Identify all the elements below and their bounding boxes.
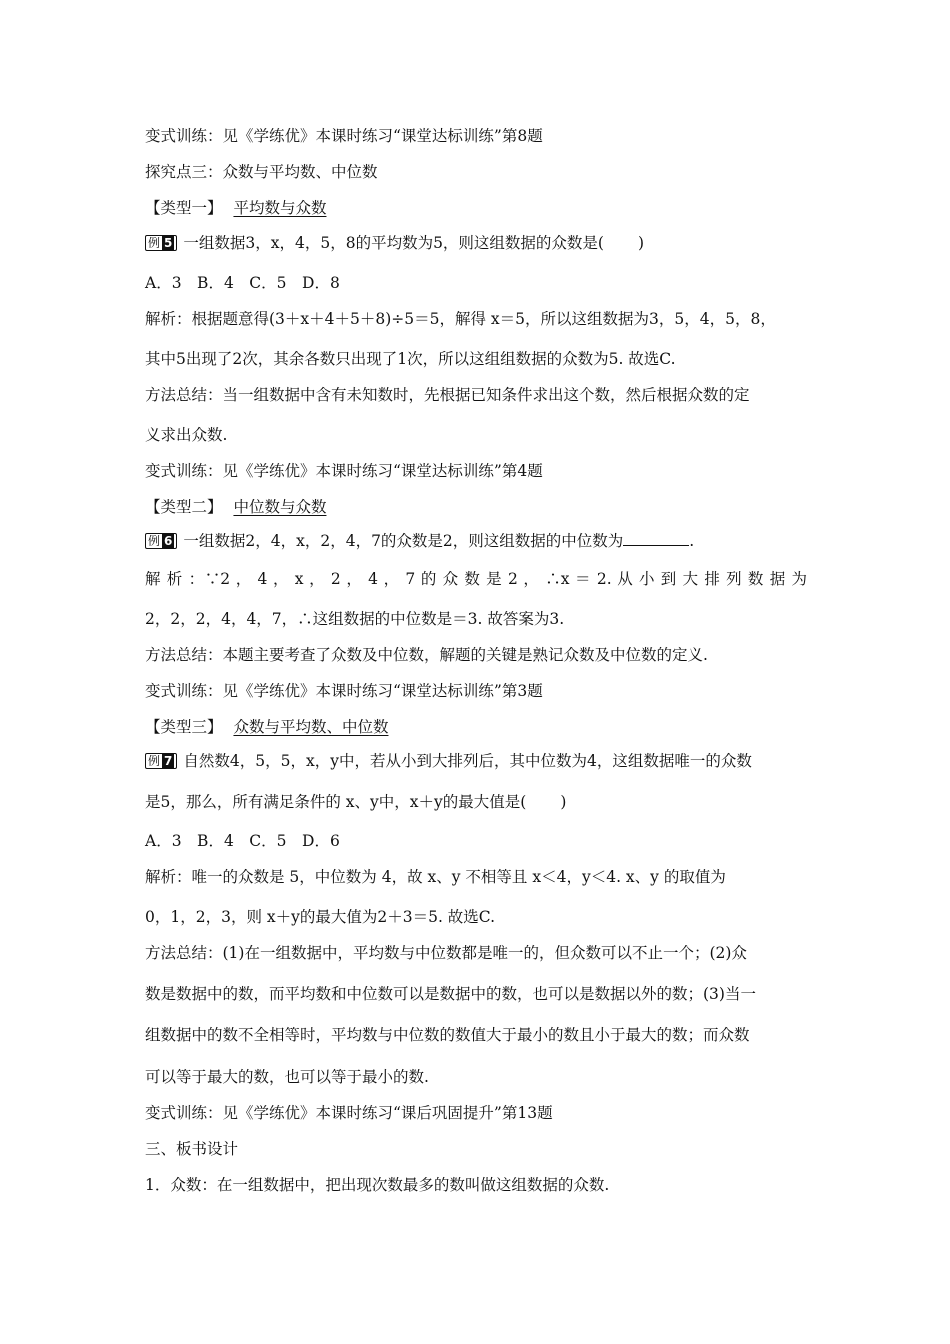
example-5-method-1: 方法总结：当一组数据中含有未知数时，先根据已知条件求出这个数，然后根据众数的定 xyxy=(145,386,750,404)
definition-item-1: 1．众数：在一组数据中，把出现次数最多的数叫做这组数据的众数. xyxy=(145,1176,610,1194)
example-6-text: 一组数据2，4，x，2，4，7的众数是2，则这组数据的中位数为 xyxy=(183,532,624,550)
example-5-options: A．3 B．4 C．5 D．8 xyxy=(145,274,340,292)
type-1-heading xyxy=(145,197,326,219)
variant-training-8: 变式训练：见《学练优》本课时练习“课堂达标训练”第8题 xyxy=(145,127,543,145)
example-7-solution-1: 解析：唯一的众数是 5，中位数为 4，故 x、y 不相等且 x＜4，y＜4. x、y 的取值为 xyxy=(145,868,726,886)
example-7-solution-2: 0，1，2，3，则 x＋y的最大值为2＋3＝5. 故选C. xyxy=(145,908,496,926)
close-paren: ) xyxy=(637,234,645,252)
exploration-point-3: 探究点三：众数与平均数、中位数 xyxy=(145,163,378,181)
example-number: 6 xyxy=(164,534,173,548)
example-number: 7 xyxy=(164,754,173,768)
example-6-method: 方法总结：本题主要考查了众数及中位数，解题的关键是熟记众数及中位数的定义. xyxy=(145,646,708,664)
example-7-method-4: 可以等于最大的数，也可以等于最小的数. xyxy=(145,1068,429,1086)
close-paren: ) xyxy=(560,793,567,811)
example-7-text-1: 自然数4，5，5，x，y中，若从小到大排列后，其中位数为4，这组数据唯一的众数 xyxy=(183,752,752,770)
variant-training-4: 变式训练：见《学练优》本课时练习“课堂达标训练”第4题 xyxy=(145,462,543,480)
answer-blank xyxy=(623,531,689,546)
example-6-question xyxy=(145,530,694,552)
example-6-solution-1: 解 析 ：∵2 ， 4 ， x ， 2 ， 4 ， 7 的 众 数 是 2 ， ∴x ＝ 2. 从 小 到 大 排 列 数 据 为 xyxy=(145,570,807,588)
example-7-text-2: 是5，那么，所有满足条件的 x、y中，x＋y的最大值是( xyxy=(145,793,527,811)
type-2-heading xyxy=(145,496,326,518)
variant-training-3: 变式训练：见《学练优》本课时练习“课堂达标训练”第3题 xyxy=(145,682,543,700)
type-3-title: 众数与平均数、中位数 xyxy=(233,718,389,736)
variant-training-13: 变式训练：见《学练优》本课时练习“课后巩固提升”第13题 xyxy=(145,1104,553,1122)
example-7-question-1 xyxy=(145,750,752,772)
type-1-title: 平均数与众数 xyxy=(233,199,327,217)
example-5-method-2: 义求出众数. xyxy=(145,426,228,444)
type-1-bracket: 【类型一】 xyxy=(145,199,223,217)
example-6-badge xyxy=(145,533,177,549)
example-5-solution-2: 其中5出现了2次，其余各数只出现了1次，所以这组组数据的众数为5. 故选C. xyxy=(145,350,676,368)
type-2-bracket: 【类型二】 xyxy=(145,498,223,516)
example-7-badge xyxy=(145,753,177,769)
example-5-solution-1: 解析：根据题意得(3＋x＋4＋5＋8)÷5＝5，解得 x＝5，所以这组数据为3，5，4，5，8， xyxy=(145,310,776,328)
section-3-heading: 三、板书设计 xyxy=(145,1140,239,1158)
example-label: 例 xyxy=(148,534,161,548)
example-label: 例 xyxy=(148,236,161,250)
type-2-title: 中位数与众数 xyxy=(233,498,327,516)
example-7-method-3: 组数据中的数不全相等时，平均数与中位数的数值大于最小的数且小于最大的数；而众数 xyxy=(145,1026,750,1044)
example-label: 例 xyxy=(148,754,161,768)
type-3-bracket: 【类型三】 xyxy=(145,718,223,736)
example-7-method-1: 方法总结：(1)在一组数据中，平均数与中位数都是唯一的，但众数可以不止一个；(2)众 xyxy=(145,944,747,962)
example-6-solution-2: 2，2，2，4，4，7，∴这组数据的中位数是＝3. 故答案为3. xyxy=(145,610,565,628)
example-7-options: A．3 B．4 C．5 D．6 xyxy=(145,832,340,850)
example-5-text: 一组数据3，x，4，5，8的平均数为5，则这组数据的众数是( xyxy=(183,234,604,252)
type-3-heading xyxy=(145,716,388,738)
example-6-end: . xyxy=(689,532,695,550)
example-5-badge xyxy=(145,235,177,251)
example-5-question xyxy=(145,232,644,254)
example-7-method-2: 数是数据中的数，而平均数和中位数可以是数据中的数，也可以是数据以外的数；(3)当一 xyxy=(145,985,756,1003)
example-number: 5 xyxy=(164,236,173,250)
example-7-question-2 xyxy=(145,791,566,813)
